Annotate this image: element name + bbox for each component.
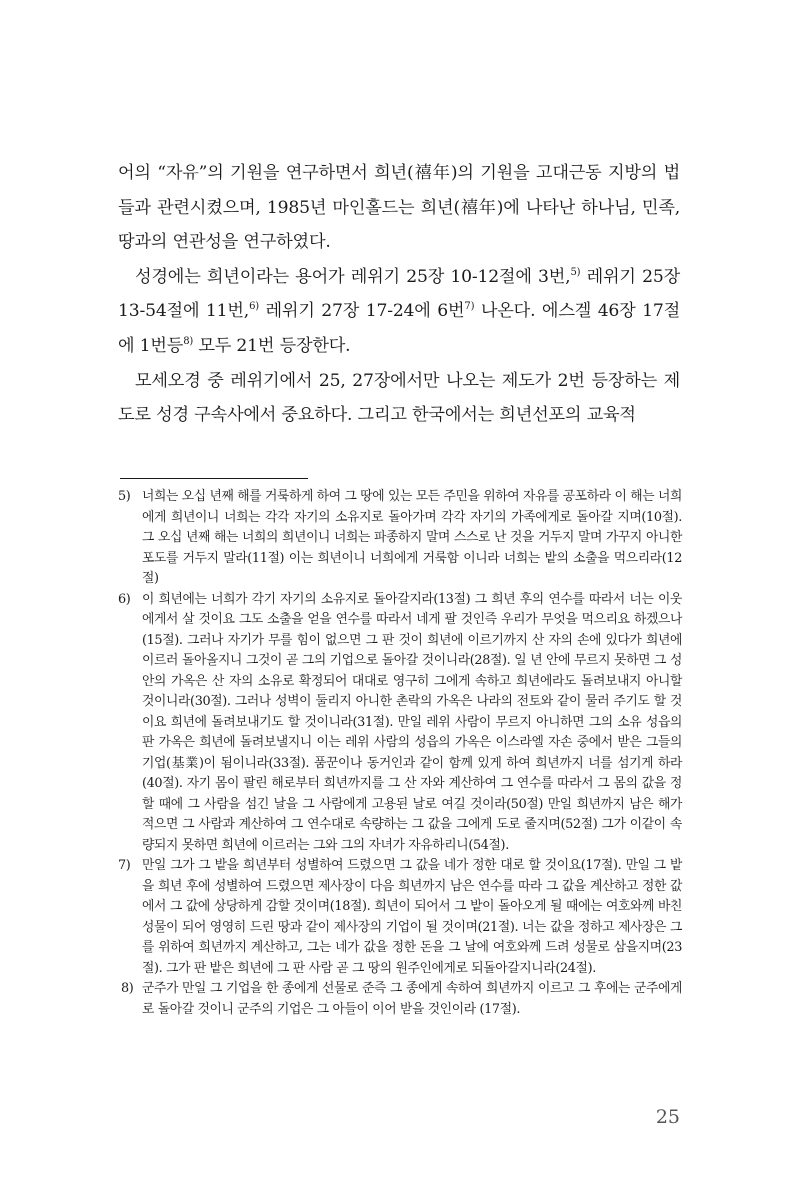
footnote-5 xyxy=(118,487,682,590)
footnote-text: 만일 그가 그 밭을 희년부터 성별하여 드렸으면 그 값을 네가 정한 대로 할 것이요(17절). 만일 그 밭을 희년 후에 성별하여 드렸으면 제사장이 다음 희년까지 남은 연수를 따라 그 값을 계산하고 정한 값에서 그 값에 상당하게 감할 것이며(18절). 희년이 되어서 그 밭이 돌아오게 될 때에는 여호와께 바친 성물이 되어 영영히 드린 땅과 같이 제사장의 기업이 될 것이며(21절). 너는 값을 정하고 제사장은 그를 위하여 희년까지 계산하고, 그는 네가 값을 정한 돈을 그 날에 여호와께 드려 성물로 삼을지며(23절). 그가 판 밭은 희년에 그 판 사람 곧 그 땅의 원주인에게로 되돌아갈지니라(24절). xyxy=(142,858,682,976)
paragraph-1: 어의 “자유”의 기원을 연구하면서 희년(禧年)의 기원을 고대근동 지방의 법들과 관련시켰으며, 1985년 마인홀드는 희년(禧年)에 나타난 하나님, 민족, 땅과의 연관성을 연구하였다. xyxy=(118,163,680,253)
footnote-number: 7) xyxy=(118,858,131,873)
paragraph-2-part-b: 레위기 25장 13-54절에 11번, xyxy=(118,266,680,322)
footnotes xyxy=(118,487,682,1020)
footnote-text: 너희는 오십 년째 해를 거룩하게 하여 그 땅에 있는 모든 주민을 위하여 자유를 공포하라 이 해는 너희에게 희년이니 너희는 각각 자기의 소유지로 돌아가며 각각 자기의 가족에게로 돌아갈 지며(10절). 그 오십 년째 해는 너희의 희년이니 너희는 파종하지 말며 스스로 난 것을 거두지 말며 가꾸지 아니한 포도를 거두지 말라(11절) 이는 희년이니 너희에게 거룩함 이니라 너희는 밭의 소출을 먹으리라(12절) xyxy=(142,489,682,586)
footnote-number: 5) xyxy=(118,489,131,504)
footnote-divider xyxy=(120,478,308,479)
footnote-ref-8: 8) xyxy=(183,335,194,347)
footnote-text: 군주가 만일 그 기업을 한 종에게 선물로 준즉 그 종에게 속하여 희년까지 이르고 그 후에는 군주에게로 돌아갈 것이니 군주의 기업은 그 아들이 이어 받을 것인이라 (17절). xyxy=(142,981,682,1017)
paragraph-2-part-d: 나온다. 에스겔 46장 17절에 1번등 xyxy=(118,301,681,356)
paragraph-2-part-c: 레위기 27장 17-24에 6번 xyxy=(258,301,465,322)
footnote-ref-5: 5) xyxy=(570,266,581,278)
footnote-ref-6: 6) xyxy=(249,301,259,313)
paragraph-3: 모세오경 중 레위기에서 25, 27장에서만 나오는 제도가 2번 등장하는 제도로 성경 구속사에서 중요하다. 그리고 한국에서는 희년선포의 교육적 xyxy=(118,370,680,426)
paragraph-2-part-e: 모두 21번 등장한다. xyxy=(193,335,351,356)
paragraph-2-part-a: 성경에는 희년이라는 용어가 레위기 25장 10-12절에 3번, xyxy=(135,266,571,287)
footnote-7 xyxy=(118,856,682,979)
paragraph-2 xyxy=(118,260,680,364)
footnote-6 xyxy=(118,590,682,857)
page-number: 25 xyxy=(655,1106,680,1128)
footnote-number: 6) xyxy=(118,591,131,607)
footnote-text: 이 희년에는 너희가 각기 자기의 소유지로 돌아갈지라(13절) 그 희년 후의 연수를 따라서 너는 이웃에게서 살 것이요 그도 소출을 얻을 연수를 따라서 네게 팔 것인즉 우리가 무엇을 먹으리요 하겠으나(15절). 그러나 자기가 무를 힘이 없으면 그 판 것이 희년에 이르기까지 산 자의 손에 있다가 희년에 이르러 돌아올지니 그것이 곧 그의 기업으로 돌아갈 것이니라(28절). 일 년 안에 무르지 못하면 그 성 안의 가옥은 산 자의 소유로 확정되어 대대로 영구히 그에게 속하고 희년에라도 돌려보내지 아니할 것이니라(30절). 그러나 성벽이 둘리지 아니한 촌락의 가옥은 나라의 전토와 같이 물러 주기도 할 것이요 희년에 돌려보내기도 할 것이니라(31절). 만일 레위 사람이 무르지 아니하면 그의 소유 성읍의 판 가옥은 희년에 돌려보낼지니 이는 레위 사람의 성읍의 가옥은 이스라엘 자손 중에서 받은 그들의 기업(基業)이 됨이니라(33절). 품꾼이나 동거인과 같이 함께 있게 하여 희년까지 너를 섬기게 하라(40절). 자기 몸이 팔린 해로부터 희년까지를 그 산 자와 계산하여 그 연수를 따라서 그 몸의 값을 정할 때에 그 사람을 섬긴 날을 그 사람에게 고용된 날로 여길 것이라(50절) 만일 희년까지 남은 해가 적으면 그 사람과 계산하여 그 연수대로 속량하는 그 값을 그에게 도로 줄지며(52절) 그가 이같이 속량되지 못하면 희년에 이르러는 그와 그의 자녀가 자유하리니(54절). xyxy=(142,591,682,853)
footnote-number: 8) xyxy=(121,981,134,996)
footnote-8 xyxy=(118,979,682,1020)
body-text xyxy=(118,156,680,433)
footnote-ref-7: 7) xyxy=(464,301,475,313)
